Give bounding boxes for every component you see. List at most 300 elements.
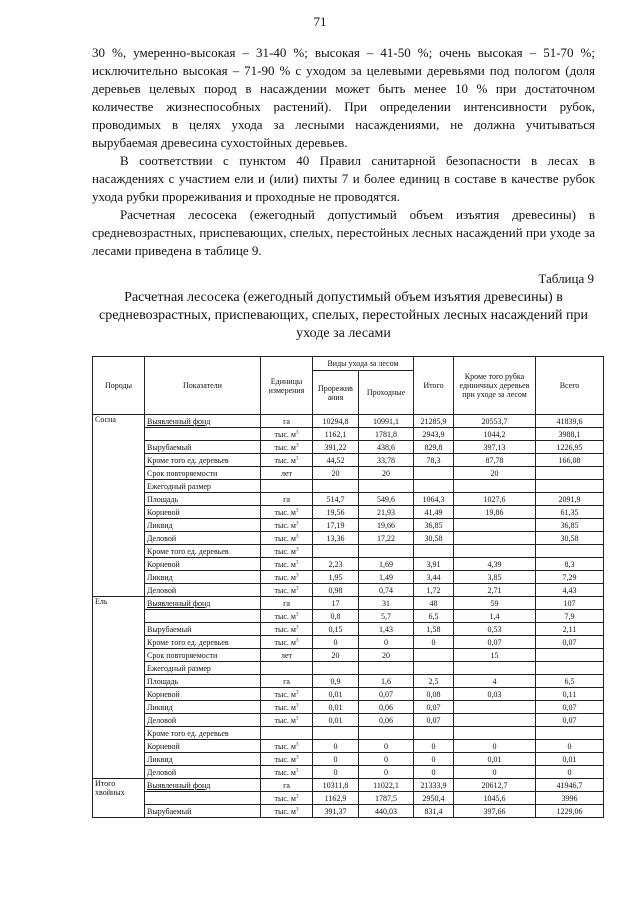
indicator-cell: [145, 597, 261, 610]
unit-label: тыс. м: [274, 429, 296, 439]
unit-superscript: 3: [295, 715, 299, 721]
value-cell: [414, 467, 454, 480]
unit-cell: га: [261, 597, 313, 610]
indicator-cell: Корневой: [145, 740, 261, 753]
unit-cell: [261, 584, 313, 597]
table-row: [93, 467, 604, 480]
value-cell: 0,15: [313, 623, 359, 636]
value-cell: 87,78: [454, 454, 536, 467]
unit-label: тыс. м: [274, 455, 296, 465]
indicator-cell: Ликвид: [145, 571, 261, 584]
value-cell: 30,58: [536, 532, 604, 545]
value-cell: 17,19: [313, 519, 359, 532]
value-cell: 20612,7: [454, 779, 536, 792]
indicator-cell: [145, 610, 261, 623]
value-cell: [454, 519, 536, 532]
value-cell: 1162,9: [313, 792, 359, 805]
value-cell: 0,06: [359, 714, 414, 727]
table-row: [93, 753, 604, 766]
value-cell: 13,36: [313, 532, 359, 545]
table-row: [93, 792, 604, 805]
indicator-label: Выявленный фонд: [147, 416, 211, 426]
unit-cell: га: [261, 675, 313, 688]
unit-label: тыс. м: [274, 507, 296, 517]
unit-label: тыс. м: [274, 767, 296, 777]
value-cell: 0: [313, 753, 359, 766]
indicator-cell: Корневой: [145, 688, 261, 701]
value-cell: 0,8: [313, 610, 359, 623]
unit-label: тыс. м: [274, 793, 296, 803]
unit-superscript: 3: [295, 624, 299, 630]
value-cell: 7,29: [536, 571, 604, 584]
value-cell: 59: [454, 597, 536, 610]
value-cell: 0: [359, 740, 414, 753]
unit-cell: [261, 636, 313, 649]
indicator-label: Выявленный фонд: [147, 780, 211, 790]
value-cell: 10311,8: [313, 779, 359, 792]
value-cell: 549,6: [359, 493, 414, 506]
table-caption: Расчетная лесосека (ежегодный допустимый объем изъятия древесины) в средневозрастных, приспевающих, спелых, перестойных лесных насаждений при уходе за лесами: [99, 290, 588, 341]
value-cell: 11022,1: [359, 779, 414, 792]
unit-label: тыс. м: [274, 715, 296, 725]
value-cell: 2,23: [313, 558, 359, 571]
value-cell: [359, 545, 414, 558]
value-cell: 31: [359, 597, 414, 610]
unit-cell: [261, 792, 313, 805]
indicator-cell: Вырубаемый: [145, 441, 261, 454]
unit-cell: [261, 766, 313, 779]
value-cell: 10991,1: [359, 415, 414, 428]
value-cell: 391,22: [313, 441, 359, 454]
table-row: [93, 415, 604, 428]
header-thinning: Прорежив ания: [313, 371, 359, 415]
value-cell: 1,69: [359, 558, 414, 571]
unit-cell: [261, 805, 313, 818]
value-cell: 0: [359, 766, 414, 779]
table-row: [93, 506, 604, 519]
table-row: [93, 493, 604, 506]
indicator-cell: Кроме того ед. деревьев: [145, 454, 261, 467]
value-cell: [454, 532, 536, 545]
value-cell: 19,86: [454, 506, 536, 519]
value-cell: 41946,7: [536, 779, 604, 792]
unit-cell: [261, 519, 313, 532]
indicator-cell: Вырубаемый: [145, 805, 261, 818]
value-cell: [313, 545, 359, 558]
value-cell: [414, 480, 454, 493]
indicator-cell: Площадь: [145, 493, 261, 506]
table-row: [93, 636, 604, 649]
indicator-cell: Вырубаемый: [145, 623, 261, 636]
value-cell: 0,9: [313, 675, 359, 688]
value-cell: 6,5: [414, 610, 454, 623]
value-cell: 1044,2: [454, 428, 536, 441]
indicator-cell: Деловой: [145, 714, 261, 727]
value-cell: 21,93: [359, 506, 414, 519]
value-cell: 78,3: [414, 454, 454, 467]
value-cell: 33,78: [359, 454, 414, 467]
unit-label: тыс. м: [274, 442, 296, 452]
table-row: [93, 714, 604, 727]
value-cell: 1226,95: [536, 441, 604, 454]
value-cell: 1,95: [313, 571, 359, 584]
value-cell: 0,01: [536, 753, 604, 766]
value-cell: 3,44: [414, 571, 454, 584]
value-cell: 0: [313, 766, 359, 779]
unit-cell: га: [261, 493, 313, 506]
value-cell: 0,07: [359, 688, 414, 701]
table-row: [93, 480, 604, 493]
unit-label: тыс. м: [274, 585, 296, 595]
value-cell: 829,8: [414, 441, 454, 454]
value-cell: 0,74: [359, 584, 414, 597]
indicator-cell: Деловой: [145, 532, 261, 545]
value-cell: [536, 649, 604, 662]
unit-cell: [261, 532, 313, 545]
header-indicators: Показатели: [145, 357, 261, 415]
value-cell: 397,66: [454, 805, 536, 818]
unit-label: тыс. м: [274, 806, 296, 816]
unit-superscript: 3: [295, 572, 299, 578]
value-cell: 1787,5: [359, 792, 414, 805]
value-cell: 2943,9: [414, 428, 454, 441]
value-cell: [454, 480, 536, 493]
indicator-cell: Ликвид: [145, 701, 261, 714]
unit-cell: га: [261, 779, 313, 792]
unit-cell: [261, 454, 313, 467]
unit-cell: [261, 714, 313, 727]
value-cell: 41,49: [414, 506, 454, 519]
paragraph: В соответствии с пунктом 40 Правил санитарной безопасности в лесах в насаждениях с участием ели и (или) пихты 7 и более единиц в составе в качестве рубок ухода рубки прореживания и проходные не проводятся.: [92, 153, 595, 204]
value-cell: 21285,9: [414, 415, 454, 428]
value-cell: 0: [536, 766, 604, 779]
table-row: [93, 454, 604, 467]
value-cell: 41839,6: [536, 415, 604, 428]
value-cell: [454, 727, 536, 740]
value-cell: 0,06: [359, 701, 414, 714]
value-cell: [536, 480, 604, 493]
value-cell: 36,85: [536, 519, 604, 532]
header-total: Итого: [414, 357, 454, 415]
value-cell: 36,85: [414, 519, 454, 532]
value-cell: 19,56: [313, 506, 359, 519]
indicator-cell: Корневой: [145, 506, 261, 519]
unit-cell: [261, 740, 313, 753]
value-cell: 0,01: [313, 714, 359, 727]
value-cell: 0,07: [536, 636, 604, 649]
page-number: 71: [313, 14, 327, 29]
indicator-cell: [145, 779, 261, 792]
indicator-cell: [145, 415, 261, 428]
unit-superscript: 3: [295, 767, 299, 773]
value-cell: 0,01: [313, 701, 359, 714]
value-cell: [313, 480, 359, 493]
value-cell: 0,07: [536, 714, 604, 727]
unit-label: тыс. м: [274, 689, 296, 699]
unit-cell: [261, 753, 313, 766]
value-cell: 5,7: [359, 610, 414, 623]
value-cell: [313, 662, 359, 675]
value-cell: 1,6: [359, 675, 414, 688]
unit-superscript: 3: [295, 741, 299, 747]
value-cell: 0,11: [536, 688, 604, 701]
value-cell: 438,6: [359, 441, 414, 454]
table-row: [93, 441, 604, 454]
value-cell: 1162,1: [313, 428, 359, 441]
table-row: [93, 649, 604, 662]
table-row: [93, 701, 604, 714]
value-cell: [359, 727, 414, 740]
unit-label: тыс. м: [274, 741, 296, 751]
indicator-cell: Площадь: [145, 675, 261, 688]
value-cell: 831,4: [414, 805, 454, 818]
body-text: [92, 44, 595, 260]
value-cell: 15: [454, 649, 536, 662]
value-cell: 61,35: [536, 506, 604, 519]
value-cell: 20: [313, 649, 359, 662]
indicator-cell: Ежегодный размер: [145, 662, 261, 675]
value-cell: 1229,06: [536, 805, 604, 818]
value-cell: [454, 545, 536, 558]
unit-label: тыс. м: [274, 559, 296, 569]
indicator-cell: Ликвид: [145, 519, 261, 532]
unit-cell: [261, 701, 313, 714]
value-cell: 48: [414, 597, 454, 610]
unit-superscript: 3: [295, 689, 299, 695]
value-cell: 0: [454, 766, 536, 779]
table-body: [93, 415, 604, 818]
value-cell: [414, 649, 454, 662]
indicator-cell: Ликвид: [145, 753, 261, 766]
unit-superscript: 3: [295, 546, 299, 552]
unit-label: тыс. м: [274, 533, 296, 543]
table-row: [93, 584, 604, 597]
table-row: [93, 688, 604, 701]
value-cell: 0: [414, 766, 454, 779]
value-cell: [313, 727, 359, 740]
value-cell: [454, 701, 536, 714]
unit-label: тыс. м: [274, 702, 296, 712]
table-row: [93, 623, 604, 636]
header-species: Породы: [93, 357, 145, 415]
header-passing: Проходные: [359, 371, 414, 415]
unit-superscript: 3: [295, 455, 299, 461]
value-cell: 0: [359, 636, 414, 649]
indicator-cell: Кроме того ед. деревьев: [145, 545, 261, 558]
value-cell: 30,58: [414, 532, 454, 545]
value-cell: 20: [359, 649, 414, 662]
value-cell: 1045,6: [454, 792, 536, 805]
unit-superscript: 3: [295, 637, 299, 643]
value-cell: [454, 714, 536, 727]
unit-cell: лет: [261, 649, 313, 662]
value-cell: 0,53: [454, 623, 536, 636]
unit-cell: [261, 545, 313, 558]
header-care-types: Виды ухода за лесом: [313, 357, 414, 371]
value-cell: 4,43: [536, 584, 604, 597]
value-cell: 440,03: [359, 805, 414, 818]
value-cell: [536, 467, 604, 480]
table-row: [93, 571, 604, 584]
value-cell: 3988,1: [536, 428, 604, 441]
value-cell: 4,39: [454, 558, 536, 571]
species-cell: Ель: [93, 597, 145, 779]
value-cell: 0: [454, 740, 536, 753]
unit-cell: [261, 662, 313, 675]
species-cell: Сосна: [93, 415, 145, 597]
value-cell: 44,52: [313, 454, 359, 467]
value-cell: 0,98: [313, 584, 359, 597]
species-cell: Итого хвойных: [93, 779, 145, 818]
table-row: [93, 740, 604, 753]
value-cell: 0,07: [536, 701, 604, 714]
value-cell: 0: [414, 636, 454, 649]
table-row: [93, 428, 604, 441]
table-row: [93, 545, 604, 558]
unit-label: тыс. м: [274, 546, 296, 556]
value-cell: [536, 545, 604, 558]
unit-superscript: 3: [295, 533, 299, 539]
unit-label: тыс. м: [274, 572, 296, 582]
unit-cell: [261, 441, 313, 454]
value-cell: 17,22: [359, 532, 414, 545]
value-cell: 0,01: [454, 753, 536, 766]
table-header: [93, 357, 604, 415]
value-cell: 2,11: [536, 623, 604, 636]
unit-cell: лет: [261, 467, 313, 480]
header-units: Единицы измерения: [261, 357, 313, 415]
unit-cell: [261, 558, 313, 571]
unit-superscript: 3: [295, 559, 299, 565]
unit-cell: [261, 480, 313, 493]
unit-cell: [261, 623, 313, 636]
value-cell: 20: [313, 467, 359, 480]
value-cell: [359, 662, 414, 675]
unit-superscript: 3: [295, 442, 299, 448]
unit-label: тыс. м: [274, 754, 296, 764]
unit-label: тыс. м: [274, 624, 296, 634]
value-cell: 2,71: [454, 584, 536, 597]
unit-superscript: 3: [295, 507, 299, 513]
value-cell: 0: [359, 753, 414, 766]
value-cell: 0: [313, 636, 359, 649]
value-cell: 7,9: [536, 610, 604, 623]
table-row: [93, 662, 604, 675]
indicator-cell: [145, 792, 261, 805]
value-cell: 0,07: [454, 636, 536, 649]
indicator-cell: Кроме того ед. деревьев: [145, 636, 261, 649]
value-cell: 3,85: [454, 571, 536, 584]
value-cell: 1064,3: [414, 493, 454, 506]
value-cell: 397,13: [454, 441, 536, 454]
paragraph: Расчетная лесосека (ежегодный допустимый объем изъятия древесины) в средневозрастных, приспевающих, спелых, перестойных лесных насаждений при уходе за лесами приведена в таблице 9.: [92, 207, 595, 258]
table-row: [93, 727, 604, 740]
indicator-cell: Срок повторяемости: [145, 649, 261, 662]
value-cell: 107: [536, 597, 604, 610]
value-cell: 0,08: [414, 688, 454, 701]
value-cell: 6,5: [536, 675, 604, 688]
value-cell: 1781,8: [359, 428, 414, 441]
value-cell: 0: [313, 740, 359, 753]
value-cell: 0,07: [414, 714, 454, 727]
unit-cell: [261, 428, 313, 441]
unit-superscript: 3: [295, 754, 299, 760]
value-cell: [454, 662, 536, 675]
paragraph: 30 %, умеренно-высокая – 31-40 %; высокая – 41-50 %; очень высокая – 51-70 %; исключительно высокая – 71-90 % с уходом за целевыми деревьями под пологом (доля деревьев целевых пород в насаждении может быть менее 10 % при достаточном количестве жизнеспособных растений). При определении интенсивности рубок, проводимых в целях ухода за лесными насаждениями, не должна учитываться вырубаемая древесина сухостойных деревьев.: [92, 45, 595, 150]
table-row: [93, 597, 604, 610]
indicator-cell: Срок повторяемости: [145, 467, 261, 480]
unit-cell: [261, 506, 313, 519]
value-cell: 1,43: [359, 623, 414, 636]
value-cell: 20: [359, 467, 414, 480]
indicator-label: Выявленный фонд: [147, 598, 211, 608]
indicator-cell: Кроме того ед. деревьев: [145, 727, 261, 740]
unit-cell: [261, 688, 313, 701]
value-cell: 0,03: [454, 688, 536, 701]
value-cell: 21333,9: [414, 779, 454, 792]
value-cell: 8,3: [536, 558, 604, 571]
value-cell: 0: [414, 740, 454, 753]
table-label: Таблица 9: [538, 271, 594, 286]
unit-label: тыс. м: [274, 520, 296, 530]
value-cell: 391,37: [313, 805, 359, 818]
value-cell: 10294,8: [313, 415, 359, 428]
value-cell: 17: [313, 597, 359, 610]
value-cell: [414, 545, 454, 558]
indicator-cell: [145, 428, 261, 441]
unit-cell: [261, 610, 313, 623]
value-cell: 1,58: [414, 623, 454, 636]
unit-label: тыс. м: [274, 637, 296, 647]
indicator-cell: Деловой: [145, 766, 261, 779]
indicator-cell: Деловой: [145, 584, 261, 597]
unit-cell: [261, 571, 313, 584]
table-row: [93, 805, 604, 818]
table-row: [93, 675, 604, 688]
unit-cell: [261, 727, 313, 740]
value-cell: [536, 727, 604, 740]
value-cell: 3,91: [414, 558, 454, 571]
unit-superscript: 3: [295, 611, 299, 617]
table-row: [93, 558, 604, 571]
value-cell: 0: [536, 740, 604, 753]
unit-superscript: 3: [295, 702, 299, 708]
value-cell: 1,72: [414, 584, 454, 597]
value-cell: [414, 727, 454, 740]
value-cell: 2091,9: [536, 493, 604, 506]
value-cell: 20: [454, 467, 536, 480]
value-cell: 514,7: [313, 493, 359, 506]
indicator-cell: Ежегодный размер: [145, 480, 261, 493]
unit-superscript: 3: [295, 806, 299, 812]
table-row: [93, 779, 604, 792]
value-cell: 1027,6: [454, 493, 536, 506]
unit-superscript: 3: [295, 793, 299, 799]
table-row: [93, 519, 604, 532]
value-cell: 1,49: [359, 571, 414, 584]
value-cell: 2,5: [414, 675, 454, 688]
value-cell: 3996: [536, 792, 604, 805]
value-cell: [414, 662, 454, 675]
value-cell: 0,01: [313, 688, 359, 701]
header-besides: Кроме того рубка единичных деревьев при уходе за лесом: [454, 357, 536, 415]
value-cell: [359, 480, 414, 493]
unit-superscript: 3: [295, 520, 299, 526]
value-cell: 20553,7: [454, 415, 536, 428]
value-cell: 1,4: [454, 610, 536, 623]
unit-cell: га: [261, 415, 313, 428]
unit-superscript: 3: [295, 585, 299, 591]
